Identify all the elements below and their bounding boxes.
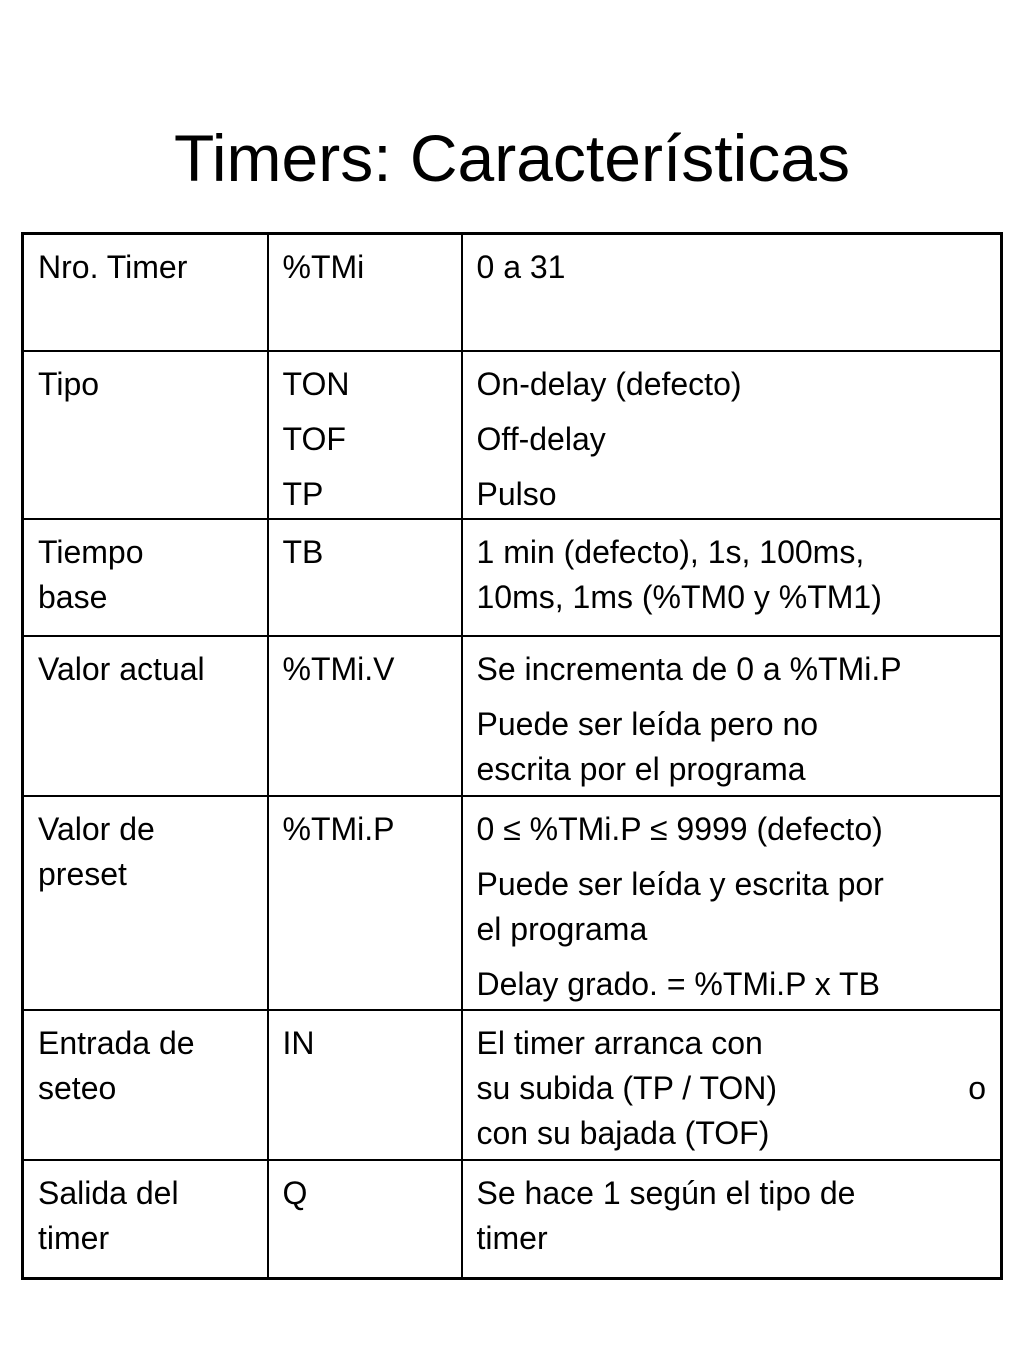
row-symbol: IN bbox=[282, 1024, 315, 1061]
row-description: 10ms, 1ms (%TM0 y %TM1) bbox=[476, 578, 882, 615]
row-label: Tipo bbox=[38, 365, 100, 402]
row-description: su subida (TP / TON) bbox=[476, 1069, 778, 1106]
row-symbol-cell bbox=[268, 234, 462, 351]
row-description: timer bbox=[476, 1219, 548, 1256]
row-description: 0 ≤ %TMi.P ≤ 9999 (defecto) bbox=[476, 810, 883, 847]
row-description-cell bbox=[462, 1160, 1002, 1279]
row-description: Delay grado. = %TMi.P x TB bbox=[476, 965, 880, 1002]
row-description: On-delay (defecto) bbox=[476, 365, 742, 402]
row-symbol: TB bbox=[282, 533, 324, 570]
row-description-cell bbox=[462, 519, 1002, 636]
row-description-cell bbox=[462, 636, 1002, 796]
table-row bbox=[23, 234, 1002, 351]
row-label: Nro. Timer bbox=[38, 249, 188, 285]
row-description-cell bbox=[462, 234, 1002, 351]
row-label-cell bbox=[23, 796, 268, 1010]
row-description: 0 a 31 bbox=[476, 249, 566, 285]
row-symbol: %TMi.V bbox=[282, 650, 395, 687]
row-symbol-cell bbox=[268, 636, 462, 796]
row-description-cell bbox=[462, 1010, 1002, 1160]
row-description: Se incrementa de 0 a %TMi.P bbox=[476, 650, 902, 687]
row-label: Entrada de bbox=[38, 1024, 195, 1061]
row-label: preset bbox=[38, 855, 127, 892]
row-description: con su bajada (TOF) bbox=[476, 1114, 770, 1151]
row-label: Valor de bbox=[38, 810, 155, 847]
page-title: Timers: Características bbox=[174, 121, 850, 195]
row-description: Puede ser leída pero no bbox=[476, 705, 819, 742]
row-symbol-cell bbox=[268, 351, 462, 519]
row-description-cell bbox=[462, 351, 1002, 519]
row-description: Off-delay bbox=[476, 420, 606, 457]
table-row bbox=[23, 1010, 1002, 1160]
row-symbol: %TMi.P bbox=[282, 810, 395, 847]
row-label: seteo bbox=[38, 1069, 117, 1106]
table-row bbox=[23, 796, 1002, 1010]
row-description: El timer arranca con bbox=[476, 1024, 763, 1061]
row-label-cell bbox=[23, 1010, 268, 1160]
row-symbol-cell bbox=[268, 1010, 462, 1160]
row-description: escrita por el programa bbox=[476, 750, 806, 787]
row-label: timer bbox=[38, 1219, 110, 1256]
table-row bbox=[23, 351, 1002, 519]
row-description: 1 min (defecto), 1s, 100ms, bbox=[476, 533, 865, 570]
table-row bbox=[23, 636, 1002, 796]
row-label-cell bbox=[23, 351, 268, 519]
row-description: Pulso bbox=[476, 475, 557, 512]
row-symbol-cell bbox=[268, 1160, 462, 1279]
row-symbol: TON bbox=[282, 365, 350, 402]
row-symbol: %TMi bbox=[282, 249, 365, 285]
row-symbol: TP bbox=[282, 475, 324, 512]
table-row bbox=[23, 1160, 1002, 1279]
row-label: Valor actual bbox=[38, 650, 205, 687]
timer-characteristics-table bbox=[21, 232, 1003, 1280]
row-description: el programa bbox=[476, 910, 648, 947]
row-label: Salida del bbox=[38, 1174, 179, 1211]
row-label: base bbox=[38, 578, 108, 615]
row-label-cell bbox=[23, 234, 268, 351]
row-label-cell bbox=[23, 1160, 268, 1279]
row-description-cell bbox=[462, 796, 1002, 1010]
row-label-cell bbox=[23, 636, 268, 796]
row-description: Se hace 1 según el tipo de bbox=[476, 1174, 856, 1211]
row-symbol: Q bbox=[282, 1174, 308, 1211]
row-symbol-cell bbox=[268, 519, 462, 636]
row-description-split bbox=[477, 1066, 987, 1111]
row-description: o bbox=[968, 1069, 986, 1106]
row-description: Puede ser leída y escrita por bbox=[476, 865, 884, 902]
table-row bbox=[23, 519, 1002, 636]
row-label: Tiempo bbox=[38, 533, 144, 570]
row-symbol: TOF bbox=[282, 420, 346, 457]
row-label-cell bbox=[23, 519, 268, 636]
row-symbol-cell bbox=[268, 796, 462, 1010]
